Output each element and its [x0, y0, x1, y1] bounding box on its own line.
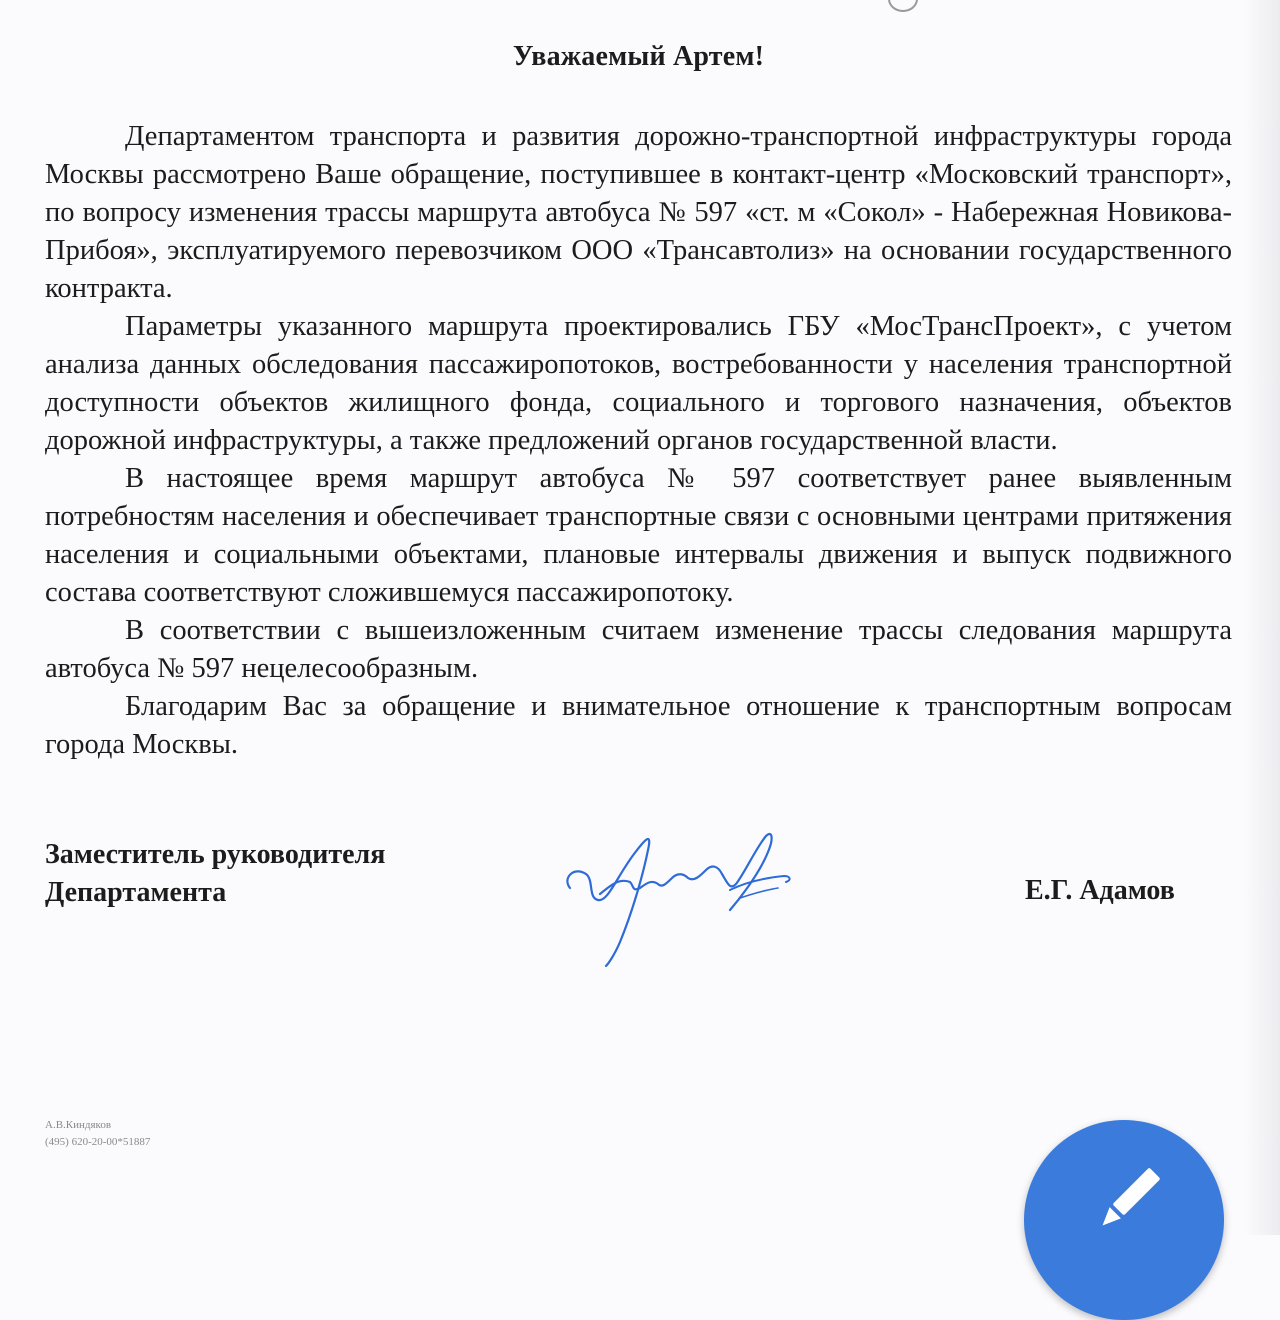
- edit-fab-button[interactable]: [1024, 1120, 1224, 1320]
- signer-position-line-2: Департамента: [45, 877, 227, 908]
- paragraph-4: В соответствии с вышеизложенным считаем изменение трассы следования маршрута автобуса № 597 нецелесообразным.: [45, 614, 1232, 684]
- signature-block: [45, 836, 1232, 986]
- page-edge-shadow: [1244, 0, 1280, 1235]
- executor-phone: (495) 620-20-00*51887: [45, 1136, 151, 1148]
- paragraph-2: Параметры указанного маршрута проектировались ГБУ «МосТрансПроект», с учетом анализа данных обследования пассажиропотоков, востребованности у населения транспортной доступности объектов жилищного фонда, социального и торгового назначения, объектов дорожной инфраструктуры, а также предложений органов государственной власти.: [45, 310, 1232, 456]
- stamp-fragment: [888, 0, 918, 12]
- executor-name: А.В.Киндяков: [45, 1119, 112, 1131]
- executor-info: [45, 1117, 150, 1151]
- paragraph-5: Благодарим Вас за обращение и внимательное отношение к транспортным вопросам города Москвы.: [45, 690, 1232, 760]
- signer-name: Е.Г. Адамов: [1025, 875, 1175, 906]
- pencil-icon: [1088, 1160, 1168, 1240]
- paragraph-3: В настоящее время маршрут автобуса № 597 соответствует ранее выявленным потребностям населения и обеспечивает транспортные связи с основными центрами притяжения населения и социальными объектами, плановые интервалы движения и выпуск подвижного состава соответствуют сложившемуся пассажиропотоку.: [45, 462, 1232, 608]
- signer-position: [45, 836, 385, 912]
- signer-position-line-1: Заместитель руководителя: [45, 839, 386, 870]
- handwritten-signature: [560, 818, 800, 968]
- salutation: Уважаемый Артем!: [512, 41, 765, 72]
- letter-body: [45, 40, 1232, 764]
- paragraph-1: Департаментом транспорта и развития дорожно-транспортной инфраструктуры города Москвы рассмотрено Ваше обращение, поступившее в контакт-центр «Московский транспорт», по вопросу изменения трассы маршрута автобуса № 597 «ст. м «Сокол» - Набережная Новикова-Прибоя», эксплуатируемого перевозчиком ООО «Трансавтолиз» на основании государственного контракта.: [45, 120, 1232, 304]
